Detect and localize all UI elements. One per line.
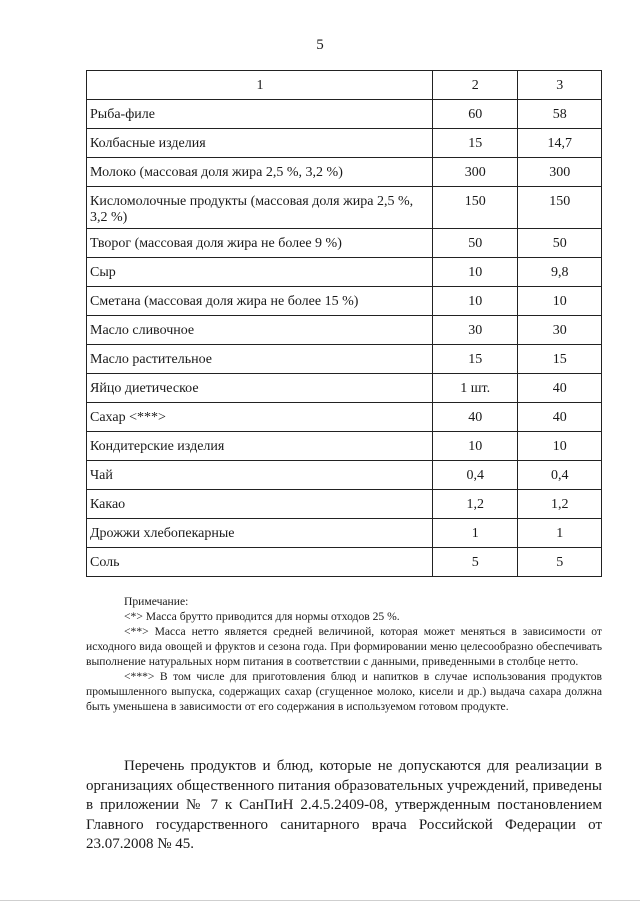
net-value-cell: 50 <box>518 229 602 258</box>
gross-value-cell: 0,4 <box>432 461 517 490</box>
table-row <box>87 432 602 461</box>
table-row <box>87 229 602 258</box>
notes-section <box>86 594 602 714</box>
net-value-cell: 15 <box>518 345 602 374</box>
table-row <box>87 374 602 403</box>
product-name-cell: Чай <box>87 461 433 490</box>
product-name-cell: Творог (массовая доля жира не более 9 %) <box>87 229 433 258</box>
net-value-cell: 10 <box>518 287 602 316</box>
net-value-cell: 10 <box>518 432 602 461</box>
products-table <box>86 70 602 577</box>
net-value-cell: 30 <box>518 316 602 345</box>
footer-rule <box>0 900 640 901</box>
table-row <box>87 519 602 548</box>
gross-value-cell: 1 шт. <box>432 374 517 403</box>
product-name-cell: Молоко (массовая доля жира 2,5 %, 3,2 %) <box>87 158 433 187</box>
net-value-cell: 0,4 <box>518 461 602 490</box>
note-item: <**> Масса нетто является средней величиной, которая может меняться в зависимости от исходного вида овощей и фруктов и сезона года. При формировании меню целесообразно обеспечивать выполнение натуральных норм питания в соответствии с данными, приведенными в столбце нетто. <box>86 625 602 668</box>
table-row <box>87 548 602 577</box>
table-row <box>87 316 602 345</box>
product-name-cell: Масло растительное <box>87 345 433 374</box>
table-row <box>87 129 602 158</box>
product-name-cell: Рыба-филе <box>87 100 433 129</box>
net-value-cell: 40 <box>518 403 602 432</box>
table-row <box>87 461 602 490</box>
table-row <box>87 100 602 129</box>
product-name-cell: Кондитерские изделия <box>87 432 433 461</box>
product-name-cell: Соль <box>87 548 433 577</box>
table-header-row <box>87 71 602 100</box>
header-col-1: 1 <box>87 71 433 100</box>
table-row <box>87 287 602 316</box>
gross-value-cell: 10 <box>432 258 517 287</box>
header-col-3: 3 <box>518 71 602 100</box>
net-value-cell: 14,7 <box>518 129 602 158</box>
note-item: <*> Масса брутто приводится для нормы отходов 25 %. <box>124 610 400 623</box>
note-item: <***> В том числе для приготовления блюд и напитков в случае использования продуктов промышленного выпуска, содержащих сахар (сгущенное молоко, кисели и др.) выдача сахара должна быть уменьшена в зависимости от его содержания в используемом готовом продукте. <box>86 670 602 713</box>
gross-value-cell: 60 <box>432 100 517 129</box>
table-row <box>87 345 602 374</box>
net-value-cell: 300 <box>518 158 602 187</box>
product-name-cell: Колбасные изделия <box>87 129 433 158</box>
gross-value-cell: 30 <box>432 316 517 345</box>
product-name-cell: Дрожжи хлебопекарные <box>87 519 433 548</box>
product-name-cell: Сахар <***> <box>87 403 433 432</box>
gross-value-cell: 1 <box>432 519 517 548</box>
net-value-cell: 58 <box>518 100 602 129</box>
gross-value-cell: 150 <box>432 187 517 229</box>
notes-heading: Примечание: <box>124 595 189 608</box>
net-value-cell: 9,8 <box>518 258 602 287</box>
table-row <box>87 403 602 432</box>
product-name-cell: Яйцо диетическое <box>87 374 433 403</box>
table-row <box>87 490 602 519</box>
product-name-cell: Сметана (массовая доля жира не более 15 %) <box>87 287 433 316</box>
product-name-cell: Масло сливочное <box>87 316 433 345</box>
closing-paragraph: Перечень продуктов и блюд, которые не допускаются для реализации в организациях общественного питания образовательных учреждений, приведены в приложении № 7 к СанПиН 2.4.5.2409-08, утвержденным постановлением Главного государственного санитарного врача Российской Федерации от 23.07.2008 № 45. <box>86 758 602 852</box>
net-value-cell: 150 <box>518 187 602 229</box>
net-value-cell: 1,2 <box>518 490 602 519</box>
table-row <box>87 258 602 287</box>
gross-value-cell: 300 <box>432 158 517 187</box>
net-value-cell: 40 <box>518 374 602 403</box>
gross-value-cell: 50 <box>432 229 517 258</box>
page-number: 5 <box>316 37 324 53</box>
gross-value-cell: 15 <box>432 129 517 158</box>
table-row <box>87 158 602 187</box>
gross-value-cell: 10 <box>432 432 517 461</box>
header-col-2: 2 <box>432 71 517 100</box>
gross-value-cell: 1,2 <box>432 490 517 519</box>
product-name-cell: Кисломолочные продукты (массовая доля жира 2,5 %, 3,2 %) <box>87 187 433 229</box>
gross-value-cell: 10 <box>432 287 517 316</box>
table-row <box>87 187 602 229</box>
gross-value-cell: 40 <box>432 403 517 432</box>
gross-value-cell: 15 <box>432 345 517 374</box>
net-value-cell: 1 <box>518 519 602 548</box>
product-name-cell: Какао <box>87 490 433 519</box>
gross-value-cell: 5 <box>432 548 517 577</box>
product-name-cell: Сыр <box>87 258 433 287</box>
net-value-cell: 5 <box>518 548 602 577</box>
